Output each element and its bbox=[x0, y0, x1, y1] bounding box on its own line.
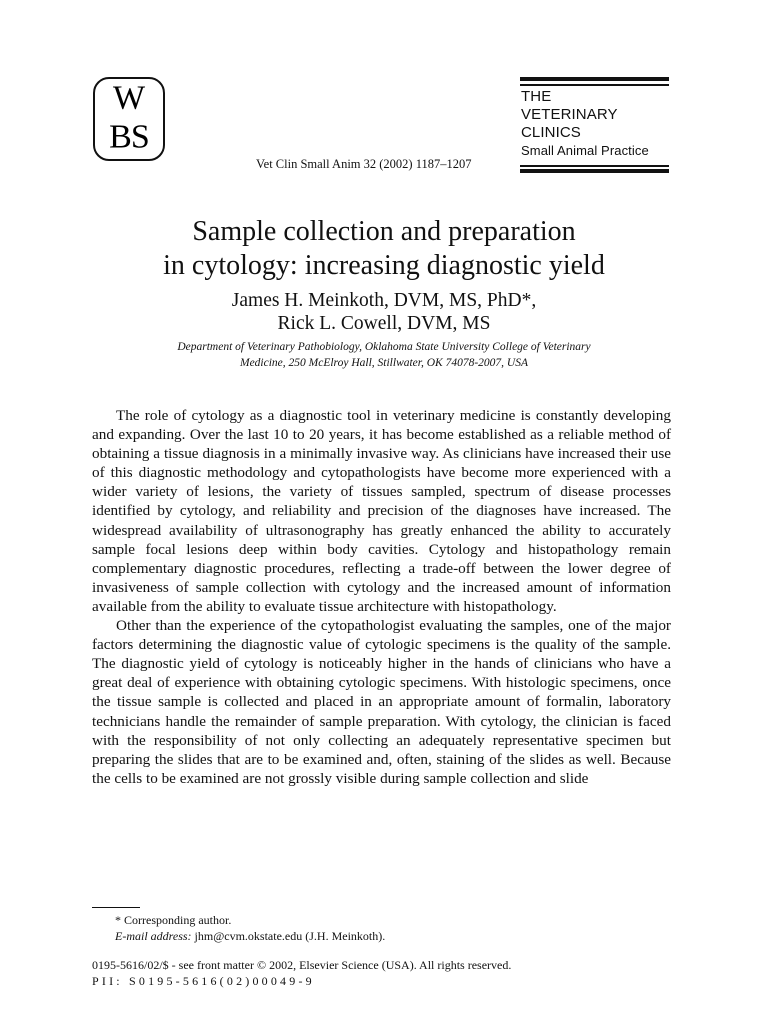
article-body bbox=[92, 406, 671, 788]
journal-section: Small Animal Practice bbox=[521, 143, 649, 158]
author-line-1: James H. Meinkoth, DVM, MS, PhD*, bbox=[231, 290, 537, 311]
email-label: E-mail address: bbox=[115, 929, 192, 943]
journal-masthead bbox=[521, 88, 649, 160]
masthead-rule-thick-top bbox=[520, 77, 669, 81]
email-line bbox=[115, 928, 385, 944]
email-address: jhm@cvm.okstate.edu (J.H. Meinkoth). bbox=[194, 929, 386, 943]
copyright-line: 0195-5616/02/$ - see front matter © 2002, Elsevier Science (USA). All rights reserved. bbox=[92, 958, 512, 972]
journal-name-line-2: VETERINARY bbox=[521, 106, 618, 123]
masthead-rule-thin-top bbox=[520, 84, 669, 86]
body-paragraph-2: Other than the experience of the cytopathologist evaluating the samples, one of the major factors determining the diagnostic value of cytologic specimens is the quality of the sample. The diagnostic yield of cytology is noticeably higher in the hands of clinicians who have a great deal of experience with obtaining cytologic specimens. With histologic specimens, once the tissue sample is collected and placed in an appropriate amount of formalin, laboratory technicians handle the remainder of sample preparation. With cytology, the clinician is faced with the responsibility of not only collecting an adequately representative specimen but preparing the slides that are to be examined and, often, staining of the slides as well. Because the cells to be examined are not grossly visible during sample collection and slide bbox=[92, 617, 671, 787]
author-list bbox=[0, 289, 768, 335]
article-title-line-1: Sample collection and preparation bbox=[192, 216, 576, 247]
imprint bbox=[92, 957, 511, 989]
logo-letter-b: B bbox=[109, 118, 132, 156]
publisher-logo-mark bbox=[95, 79, 163, 159]
pii-line: PII: S0195-5616(02)00049-9 bbox=[92, 974, 315, 988]
article-title-line-2: in cytology: increasing diagnostic yield bbox=[163, 250, 605, 281]
publisher-logo bbox=[93, 77, 165, 161]
article-title bbox=[0, 215, 768, 283]
corresponding-author-note: * Corresponding author. bbox=[115, 913, 232, 927]
journal-citation: Vet Clin Small Anim 32 (2002) 1187–1207 bbox=[256, 157, 472, 171]
author-affiliation bbox=[0, 339, 768, 371]
logo-letter-w: W bbox=[112, 79, 146, 117]
masthead-rule-thin-bottom bbox=[520, 165, 669, 167]
footnote-rule bbox=[92, 907, 140, 908]
author-line-2: Rick L. Cowell, DVM, MS bbox=[277, 313, 491, 334]
footnote bbox=[115, 912, 385, 944]
logo-letter-s: S bbox=[130, 118, 150, 156]
journal-name-line-1: THE bbox=[521, 88, 552, 105]
journal-name-line-3: CLINICS bbox=[521, 124, 581, 141]
body-paragraph-1: The role of cytology as a diagnostic tool in veterinary medicine is constantly developing and expanding. Over the last 10 to 20 years, it has become established as a reliable method of obtaining a tissue diagnosis in a minimally invasive way. As clinicians have increased their use of this diagnostic methodology and cytopathologists have become more experienced with a wider variety of lesions, the variety of tissues sampled, spectrum of disease processes identified by cytology, and reliability and precision of the diagnoses have increased. The widespread availability of ultrasonography has greatly enhanced the ability to accurately sample focal lesions deep within body cavities. Cytology and histopathology remain complementary diagnostic procedures, reflecting a trade-off between the lower degree of invasiveness of sample collection with cytology and the increased amount of information available from the ability to evaluate tissue architecture with histopathology. bbox=[92, 407, 671, 615]
affiliation-line-2: Medicine, 250 McElroy Hall, Stillwater, OK 74078-2007, USA bbox=[240, 357, 528, 369]
masthead-rule-thick-bottom bbox=[520, 169, 669, 173]
affiliation-line-1: Department of Veterinary Pathobiology, Oklahoma State University College of Veterinary bbox=[177, 341, 591, 353]
